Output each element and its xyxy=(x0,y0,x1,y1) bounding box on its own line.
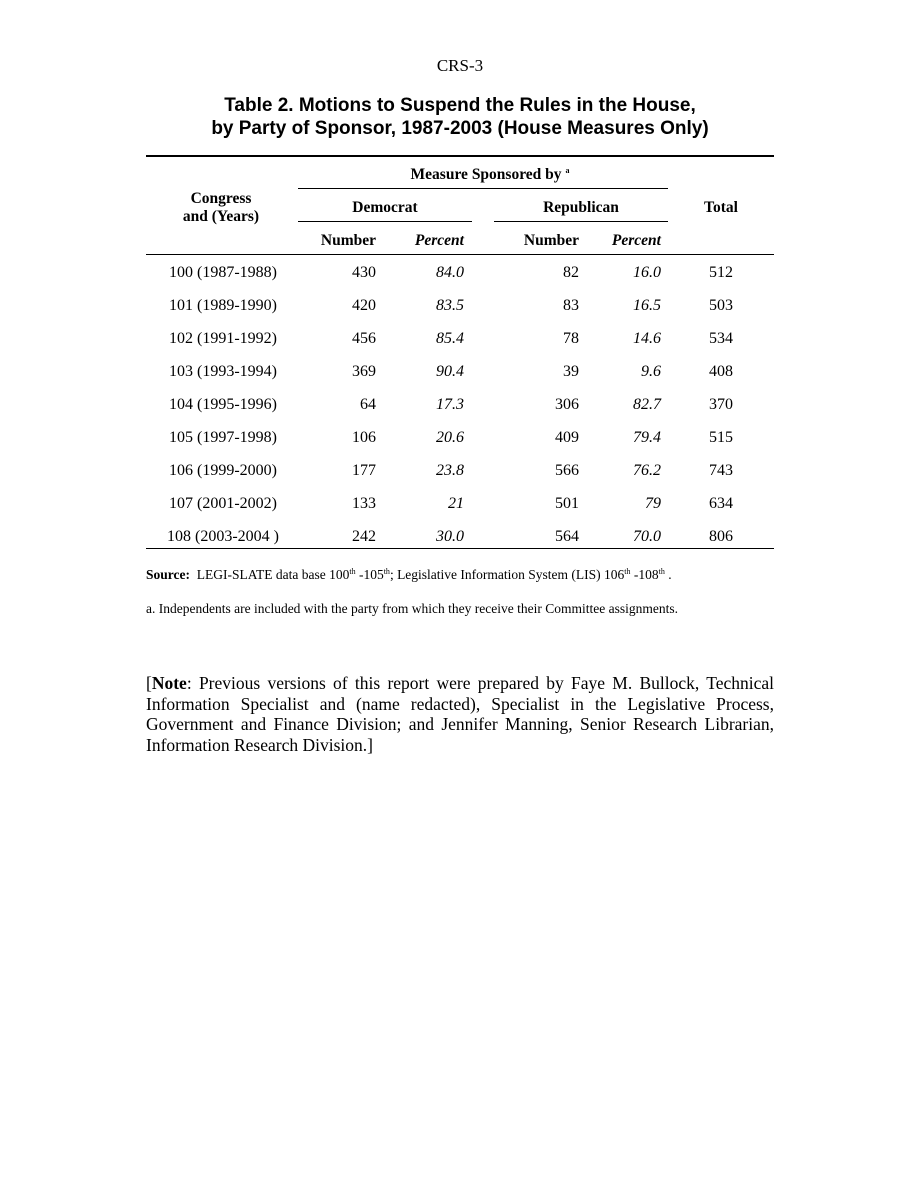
measure-sponsored-label: Measure Sponsored by xyxy=(410,166,562,184)
cell-congress: 105 (1997-1998) xyxy=(169,429,277,446)
table-bottom-rule xyxy=(146,548,774,549)
source-text-4: -108 xyxy=(630,567,659,582)
source-text-1: LEGI-SLATE data base 100 xyxy=(196,567,350,582)
cell-dem-percent: 20.6 xyxy=(436,429,464,446)
note-open-bracket: [ xyxy=(146,673,152,693)
cell-total: 370 xyxy=(709,396,733,413)
header-bottom-rule xyxy=(146,254,774,255)
cell-rep-number: 39 xyxy=(563,363,579,380)
cell-total: 806 xyxy=(709,528,733,545)
cell-congress: 101 (1989-1990) xyxy=(169,297,277,314)
source-text-3: ; Legislative Information System (LIS) 106 xyxy=(389,567,625,582)
cell-congress: 107 (2001-2002) xyxy=(169,495,277,512)
cell-dem-number: 106 xyxy=(352,429,376,446)
page-header: CRS-3 xyxy=(436,56,484,75)
democrat-rule xyxy=(298,221,472,222)
table-row xyxy=(146,297,774,330)
cell-rep-percent: 76.2 xyxy=(633,462,661,479)
cell-congress: 108 (2003-2004 ) xyxy=(167,528,279,545)
cell-rep-percent: 9.6 xyxy=(641,363,661,380)
cell-rep-percent: 16.5 xyxy=(633,297,661,314)
cell-dem-number: 242 xyxy=(352,528,376,545)
cell-dem-number: 420 xyxy=(352,297,376,314)
footnote-marker: a xyxy=(565,166,570,175)
source-text-5: . xyxy=(664,567,672,582)
cell-rep-percent: 79 xyxy=(645,495,661,512)
cell-rep-number: 78 xyxy=(563,330,579,347)
cell-rep-number: 306 xyxy=(555,396,579,413)
source-sup-4: th xyxy=(658,567,665,576)
rep-percent-header: Percent xyxy=(611,232,661,249)
cell-total: 634 xyxy=(709,495,733,512)
cell-rep-percent: 14.6 xyxy=(633,330,661,347)
rep-number-header: Number xyxy=(523,232,579,249)
cell-total: 408 xyxy=(709,363,733,380)
cell-dem-percent: 30.0 xyxy=(436,528,464,545)
cell-congress: 104 (1995-1996) xyxy=(169,396,277,413)
dem-percent-header: Percent xyxy=(414,232,464,249)
cell-rep-percent: 79.4 xyxy=(633,429,661,446)
cell-dem-percent: 21 xyxy=(448,495,464,512)
republican-rule xyxy=(494,221,668,222)
source-sup-1: th xyxy=(349,567,356,576)
cell-total: 503 xyxy=(709,297,733,314)
cell-dem-number: 456 xyxy=(352,330,376,347)
cell-rep-number: 82 xyxy=(563,264,579,281)
cell-dem-percent: 85.4 xyxy=(436,330,464,347)
cell-rep-percent: 16.0 xyxy=(633,264,661,281)
table-top-rule xyxy=(146,155,774,157)
congress-header xyxy=(146,190,296,226)
democrat-header: Democrat xyxy=(352,199,418,216)
table-row xyxy=(146,462,774,495)
cell-dem-percent: 84.0 xyxy=(436,264,464,281)
cell-total: 512 xyxy=(709,264,733,281)
cell-dem-percent: 83.5 xyxy=(436,297,464,314)
cell-dem-number: 133 xyxy=(352,495,376,512)
table-title xyxy=(0,94,920,140)
congress-header-line2: and (Years) xyxy=(182,208,260,225)
footnote: a. Independents are included with the party from which they receive their Committee assignments. xyxy=(146,601,678,616)
table-row xyxy=(146,363,774,396)
table-row xyxy=(146,495,774,528)
table-row xyxy=(146,330,774,363)
cell-dem-number: 177 xyxy=(352,462,376,479)
note-label: Note xyxy=(151,673,187,693)
cell-dem-number: 369 xyxy=(352,363,376,380)
note-text: : Previous versions of this report were prepared by Faye M. Bullock, Technical Information Specialist and (name redacted), Specialist in the Legislative Process, Government and Finance Division; and Jennifer Manning, Senior Research Librarian, Information Research Division.] xyxy=(146,673,774,755)
cell-rep-number: 566 xyxy=(555,462,579,479)
note-paragraph xyxy=(146,673,774,755)
cell-rep-number: 564 xyxy=(555,528,579,545)
cell-dem-percent: 90.4 xyxy=(436,363,464,380)
cell-congress: 106 (1999-2000) xyxy=(169,462,277,479)
cell-dem-percent: 17.3 xyxy=(436,396,464,413)
congress-header-line1: Congress xyxy=(190,190,252,207)
cell-dem-number: 64 xyxy=(360,396,376,413)
table-row xyxy=(146,429,774,462)
cell-rep-number: 501 xyxy=(555,495,579,512)
table-title-line2: by Party of Sponsor, 1987-2003 (House Measures Only) xyxy=(211,118,709,139)
cell-total: 743 xyxy=(709,462,733,479)
cell-rep-percent: 70.0 xyxy=(633,528,661,545)
cell-rep-percent: 82.7 xyxy=(633,396,661,413)
measure-sponsored-header xyxy=(0,166,920,184)
table-row xyxy=(146,396,774,429)
cell-dem-number: 430 xyxy=(352,264,376,281)
total-header: Total xyxy=(704,199,738,216)
cell-rep-number: 83 xyxy=(563,297,579,314)
source-note xyxy=(146,567,672,583)
measure-rule xyxy=(298,188,668,189)
source-text-2: -105 xyxy=(355,567,384,582)
cell-congress: 103 (1993-1994) xyxy=(169,363,277,380)
dem-number-header: Number xyxy=(320,232,376,249)
cell-congress: 102 (1991-1992) xyxy=(169,330,277,347)
source-sup-3: th xyxy=(624,567,631,576)
table-row xyxy=(146,528,774,561)
cell-total: 515 xyxy=(709,429,733,446)
table-title-line1: Table 2. Motions to Suspend the Rules in the House, xyxy=(224,95,696,116)
table-row xyxy=(146,264,774,297)
source-sup-2: th xyxy=(383,567,390,576)
cell-total: 534 xyxy=(709,330,733,347)
republican-header: Republican xyxy=(543,199,619,216)
cell-rep-number: 409 xyxy=(555,429,579,446)
cell-dem-percent: 23.8 xyxy=(436,462,464,479)
cell-congress: 100 (1987-1988) xyxy=(169,264,277,281)
source-label: Source: xyxy=(146,567,190,582)
